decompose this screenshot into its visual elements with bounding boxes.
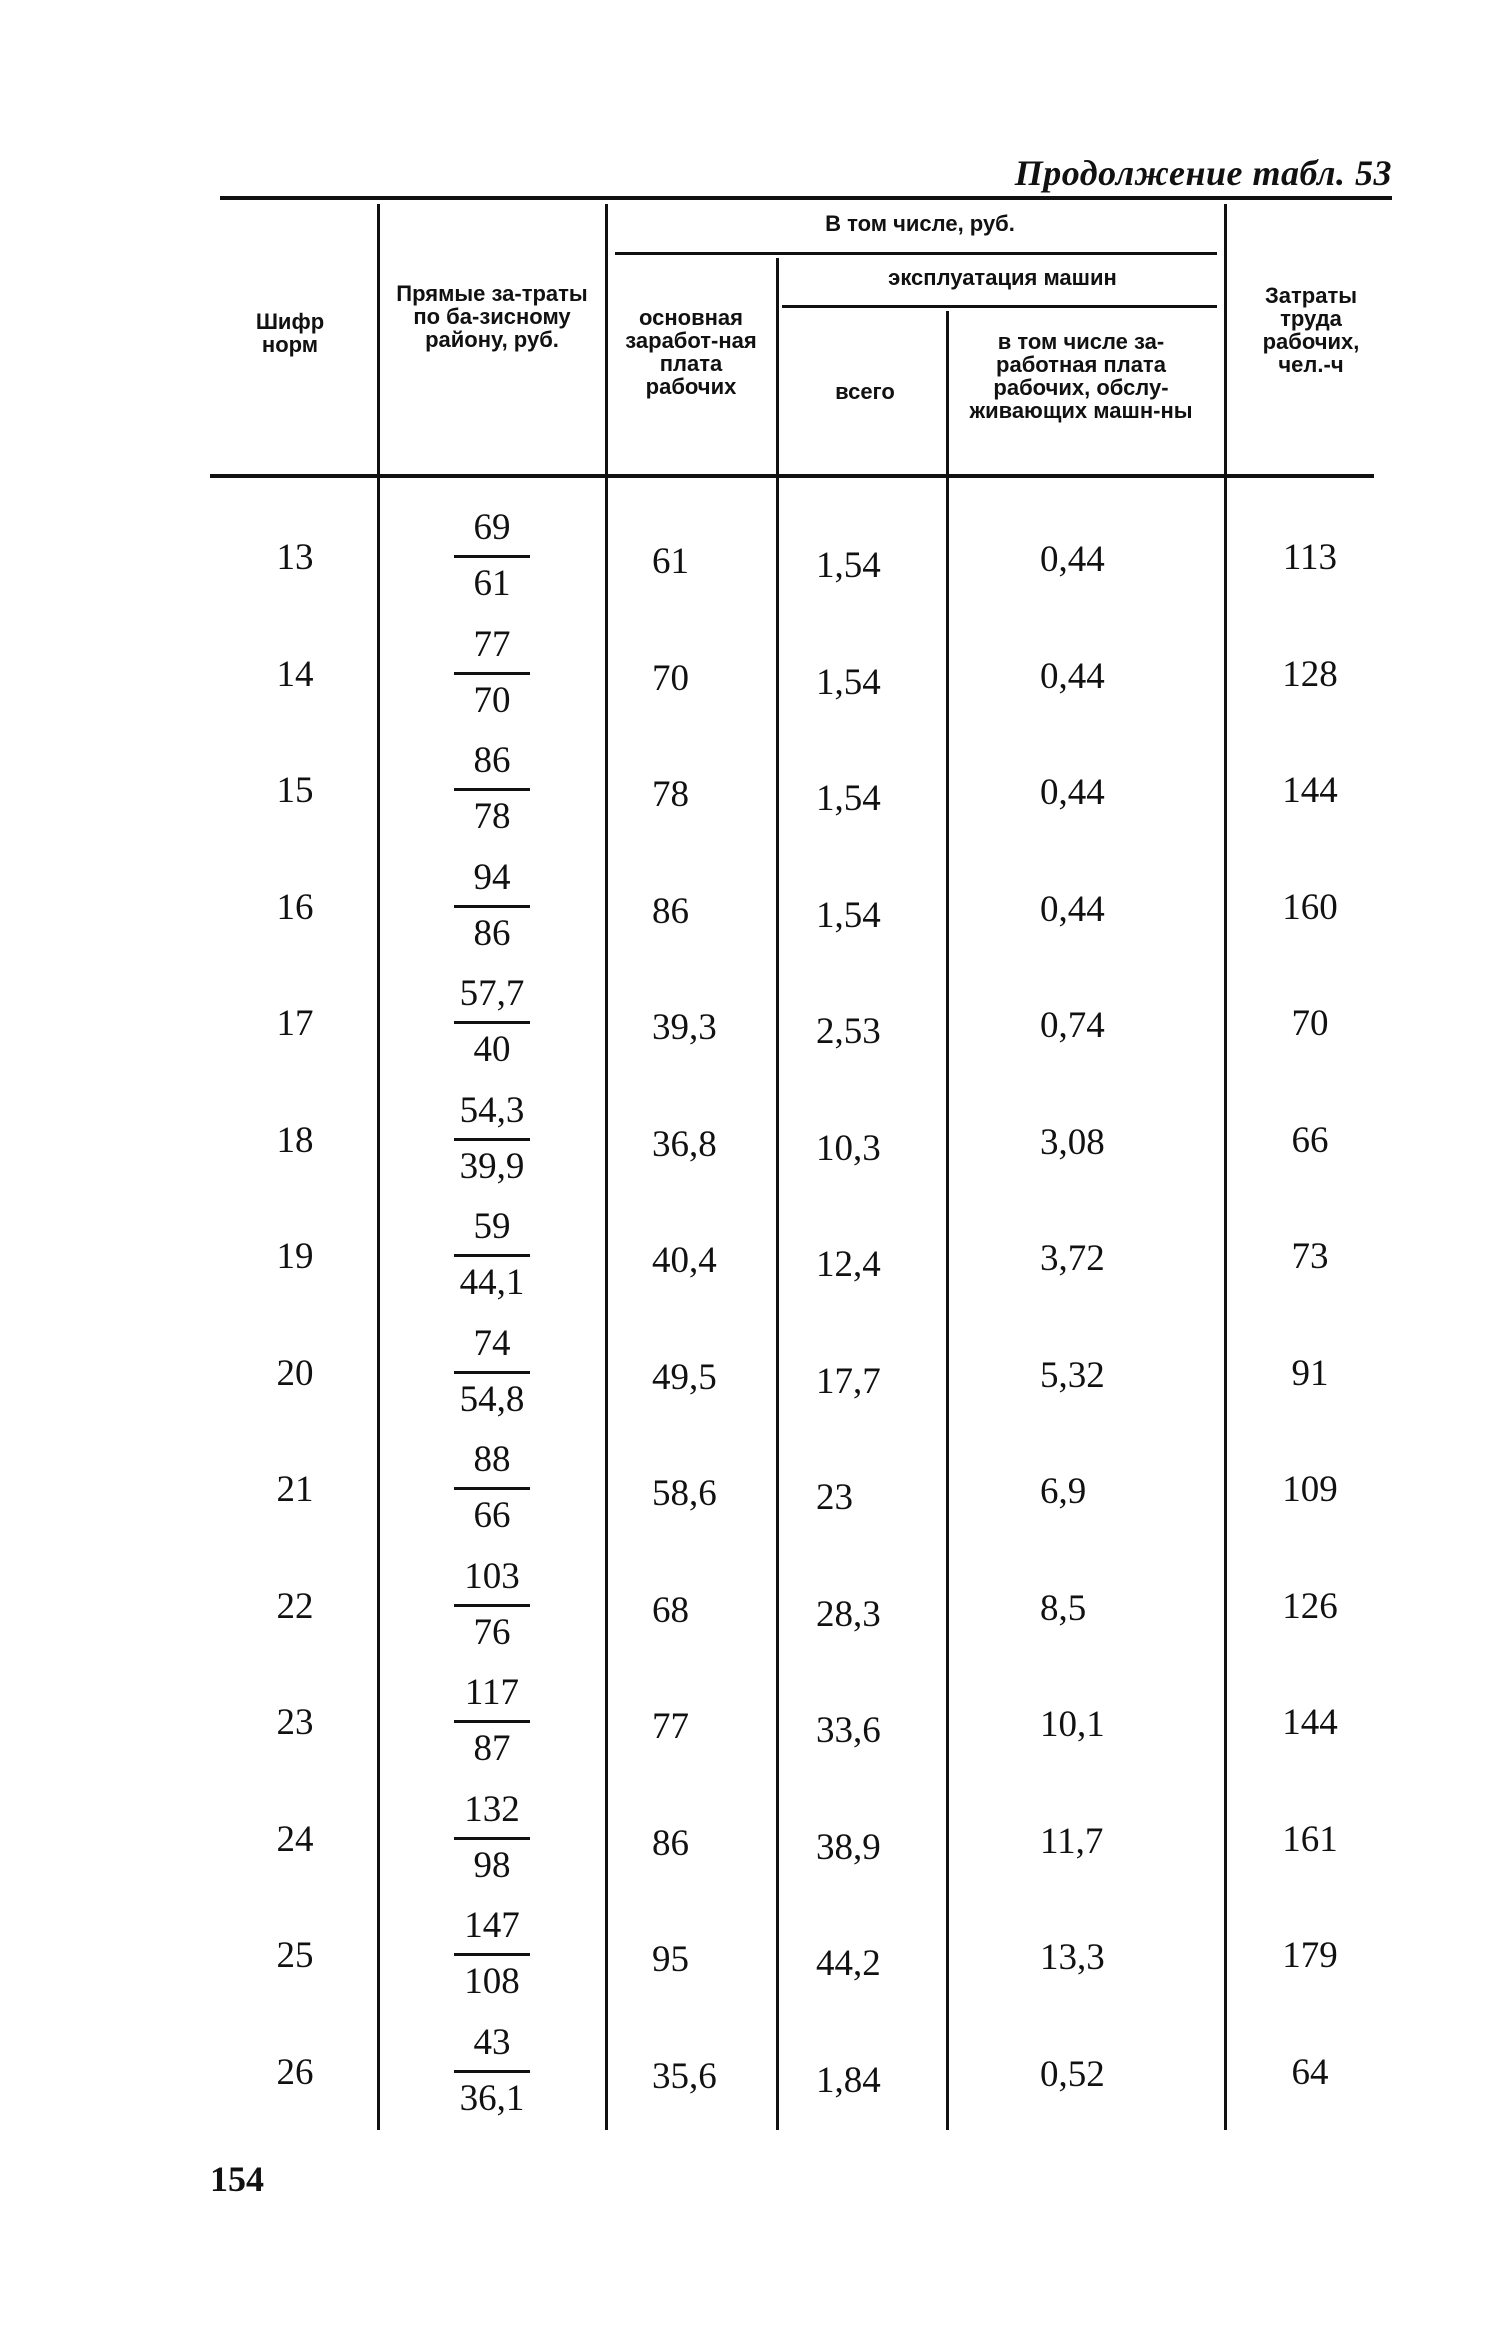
cell-code: 24 <box>276 1818 314 1860</box>
header-total: всего <box>835 379 895 404</box>
cell-code: 18 <box>276 1119 314 1161</box>
cell-machine-total: 44,2 <box>816 1943 881 1984</box>
cell-labor: 128 <box>1282 653 1338 695</box>
fraction-bar <box>454 1021 530 1024</box>
fraction-numerator: 103 <box>464 1555 520 1597</box>
column-divider-2 <box>605 204 608 2130</box>
cell-labor: 179 <box>1282 1935 1338 1976</box>
fraction-numerator: 43 <box>473 2021 511 2063</box>
machine-rule <box>782 305 1217 308</box>
cell-operator-wage: 0,44 <box>1040 772 1105 813</box>
cell-operator-wage: 3,72 <box>1040 1238 1105 1279</box>
cell-direct-costs <box>392 1906 592 2002</box>
cell-direct-costs <box>392 2023 592 2119</box>
cell-base-wage: 86 <box>652 890 689 932</box>
fraction-bar <box>454 2070 530 2073</box>
header-operator-wage: в том числе за-работная плата рабочих, обслу-живающих машн-ны <box>969 329 1193 423</box>
header-code: Шифр норм <box>255 309 325 357</box>
fraction-bar <box>454 1604 530 1607</box>
cell-base-wage: 40,4 <box>652 1240 717 1281</box>
cell-machine-total: 38,9 <box>816 1826 881 1868</box>
cell-code: 21 <box>276 1469 314 1510</box>
fraction-numerator: 94 <box>473 856 511 898</box>
fraction-bar <box>454 1487 530 1490</box>
cell-machine-total: 1,54 <box>816 778 881 819</box>
cell-base-wage: 78 <box>652 774 689 815</box>
cell-labor: 66 <box>1291 1119 1329 1161</box>
fraction-numerator: 54,3 <box>459 1089 525 1131</box>
cell-base-wage: 61 <box>652 541 689 582</box>
header-including: В том числе, руб. <box>825 211 1015 236</box>
fraction-denominator: 108 <box>464 1961 520 2002</box>
cell-operator-wage: 0,52 <box>1040 2053 1105 2095</box>
cell-operator-wage: 8,5 <box>1040 1587 1087 1629</box>
cell-base-wage: 86 <box>652 1822 689 1864</box>
table-top-rule <box>220 196 1392 200</box>
cell-code: 25 <box>276 1935 314 1976</box>
cell-operator-wage: 0,44 <box>1040 888 1105 930</box>
cell-code: 17 <box>276 1003 314 1044</box>
cell-operator-wage: 0,44 <box>1040 539 1105 580</box>
including-rule <box>615 252 1217 255</box>
cell-direct-costs <box>392 508 592 604</box>
cell-base-wage: 39,3 <box>652 1007 717 1048</box>
cell-labor: 73 <box>1291 1236 1329 1277</box>
fraction-bar <box>454 1720 530 1723</box>
fraction-bar <box>454 1371 530 1374</box>
fraction-denominator: 66 <box>473 1495 511 1536</box>
cell-operator-wage: 3,08 <box>1040 1121 1105 1163</box>
fraction-denominator: 36,1 <box>459 2077 525 2119</box>
cell-labor: 160 <box>1282 886 1338 928</box>
fraction-denominator: 54,8 <box>459 1378 525 1420</box>
fraction-denominator: 87 <box>473 1728 511 1769</box>
fraction-numerator: 59 <box>473 1206 511 1247</box>
cell-operator-wage: 6,9 <box>1040 1471 1087 1512</box>
cell-direct-costs <box>392 1557 592 1653</box>
cell-labor: 113 <box>1282 537 1338 578</box>
cell-direct-costs <box>392 1324 592 1420</box>
cell-base-wage: 70 <box>652 657 689 699</box>
cell-machine-total: 1,54 <box>816 545 881 586</box>
header-direct-costs: Прямые за-траты по ба-зисному району, руб. <box>396 281 588 352</box>
cell-labor: 91 <box>1291 1352 1329 1394</box>
cell-direct-costs <box>392 1207 592 1303</box>
cell-operator-wage: 10,1 <box>1040 1704 1105 1745</box>
cell-labor: 126 <box>1282 1585 1338 1627</box>
cell-direct-costs <box>392 858 592 954</box>
fraction-bar <box>454 905 530 908</box>
fraction-denominator: 39,9 <box>459 1145 525 1187</box>
column-divider-4 <box>946 311 949 2130</box>
fraction-denominator: 98 <box>473 1844 511 1886</box>
cell-machine-total: 33,6 <box>816 1710 881 1751</box>
cell-direct-costs <box>392 1091 592 1187</box>
fraction-numerator: 88 <box>473 1439 511 1480</box>
header-machine-operation: эксплуатация машин <box>888 265 1117 290</box>
cell-code: 16 <box>276 886 314 928</box>
cell-direct-costs <box>392 1440 592 1536</box>
cell-operator-wage: 0,44 <box>1040 655 1105 697</box>
fraction-denominator: 78 <box>473 796 511 837</box>
table-caption: Продолжение табл. 53 <box>1014 153 1392 193</box>
cell-code: 15 <box>276 770 314 811</box>
fraction-denominator: 44,1 <box>459 1262 525 1303</box>
fraction-denominator: 70 <box>473 679 511 721</box>
cell-code: 19 <box>276 1236 314 1277</box>
cell-labor: 144 <box>1282 770 1338 811</box>
cell-machine-total: 1,84 <box>816 2059 881 2101</box>
cell-code: 14 <box>276 653 314 695</box>
fraction-numerator: 117 <box>464 1672 520 1713</box>
cell-base-wage: 77 <box>652 1706 689 1747</box>
fraction-bar <box>454 1254 530 1257</box>
fraction-bar <box>454 1138 530 1141</box>
cell-code: 23 <box>276 1702 314 1743</box>
cell-direct-costs <box>392 625 592 721</box>
fraction-numerator: 69 <box>473 507 511 548</box>
fraction-denominator: 86 <box>473 912 511 954</box>
fraction-bar <box>454 672 530 675</box>
cell-code: 26 <box>276 2051 314 2093</box>
header-labor: Затраты труда рабочих, чел.-ч <box>1262 283 1360 377</box>
fraction-numerator: 147 <box>464 1905 520 1946</box>
fraction-numerator: 57,7 <box>459 973 525 1014</box>
cell-direct-costs <box>392 1790 592 1886</box>
fraction-numerator: 132 <box>464 1788 520 1830</box>
column-divider-5 <box>1224 204 1227 2130</box>
cell-code: 20 <box>276 1352 314 1394</box>
cell-code: 13 <box>276 537 314 578</box>
page-number: 154 <box>210 2159 264 2199</box>
cell-labor: 144 <box>1282 1702 1338 1743</box>
column-divider-1 <box>377 204 380 2130</box>
cell-base-wage: 95 <box>652 1939 689 1980</box>
fraction-numerator: 86 <box>473 740 511 781</box>
cell-base-wage: 35,6 <box>652 2055 717 2097</box>
header-bottom-rule <box>210 474 1374 478</box>
cell-labor: 64 <box>1291 2051 1329 2093</box>
cell-direct-costs <box>392 974 592 1070</box>
cell-machine-total: 17,7 <box>816 1360 881 1402</box>
cell-machine-total: 10,3 <box>816 1127 881 1169</box>
cell-base-wage: 36,8 <box>652 1123 717 1165</box>
fraction-denominator: 76 <box>473 1611 511 1653</box>
cell-machine-total: 28,3 <box>816 1593 881 1635</box>
fraction-bar <box>454 1953 530 1956</box>
cell-base-wage: 58,6 <box>652 1473 717 1514</box>
cell-direct-costs <box>392 741 592 837</box>
cell-operator-wage: 13,3 <box>1040 1937 1105 1978</box>
cell-labor: 70 <box>1291 1003 1329 1044</box>
fraction-bar <box>454 1837 530 1840</box>
cell-code: 22 <box>276 1585 314 1627</box>
cell-operator-wage: 0,74 <box>1040 1005 1105 1046</box>
cell-machine-total: 23 <box>816 1477 853 1518</box>
cell-labor: 109 <box>1282 1469 1338 1510</box>
fraction-numerator: 74 <box>473 1322 511 1364</box>
cell-machine-total: 1,54 <box>816 894 881 936</box>
cell-machine-total: 2,53 <box>816 1011 881 1052</box>
cell-machine-total: 12,4 <box>816 1244 881 1285</box>
fraction-bar <box>454 788 530 791</box>
fraction-denominator: 61 <box>473 563 511 604</box>
cell-direct-costs <box>392 1673 592 1769</box>
cell-base-wage: 68 <box>652 1589 689 1631</box>
cell-operator-wage: 11,7 <box>1040 1820 1104 1862</box>
fraction-bar <box>454 555 530 558</box>
cell-labor: 161 <box>1282 1818 1338 1860</box>
fraction-numerator: 77 <box>473 623 511 665</box>
fraction-denominator: 40 <box>473 1029 511 1070</box>
cell-base-wage: 49,5 <box>652 1356 717 1398</box>
header-base-wage: основная заработ-ная плата рабочих <box>625 305 757 399</box>
cell-operator-wage: 5,32 <box>1040 1354 1105 1396</box>
cell-machine-total: 1,54 <box>816 661 881 703</box>
